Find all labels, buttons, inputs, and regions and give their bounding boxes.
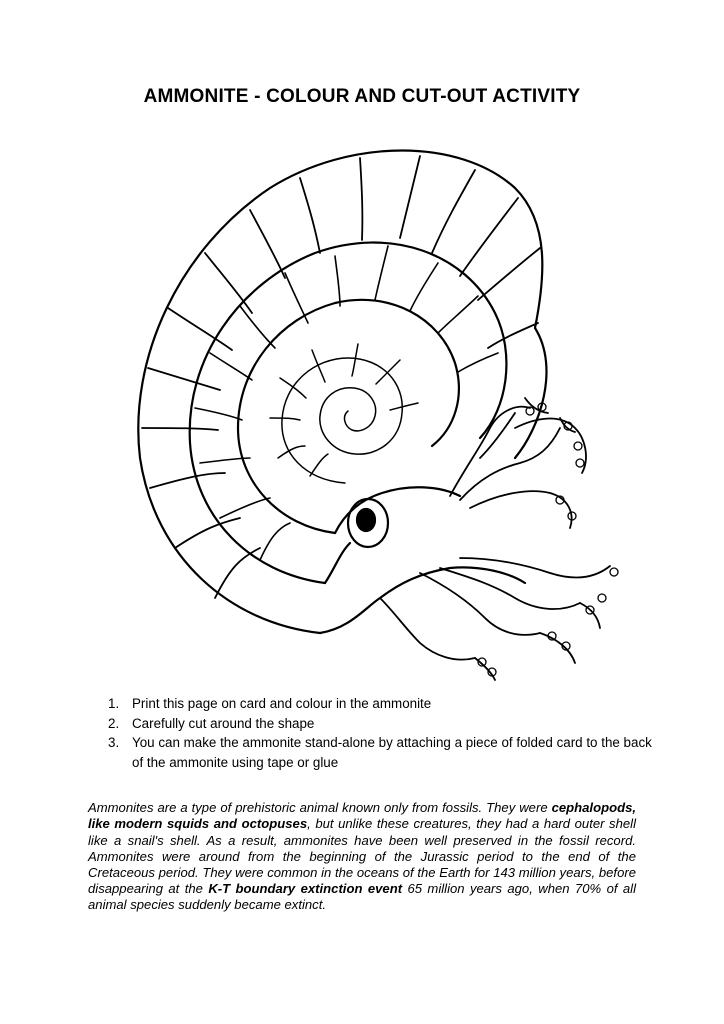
description-paragraph <box>88 800 636 913</box>
para-bold: K-T boundary extinction event <box>208 881 403 897</box>
para-bold: cephalopods, like modern squids and octopuses <box>88 800 636 832</box>
instruction-list <box>104 694 664 772</box>
page-title: AMMONITE - COLOUR AND CUT-OUT ACTIVITY <box>143 86 581 107</box>
instruction-step <box>104 694 664 714</box>
instruction-step <box>104 733 664 772</box>
ammonite-illustration <box>120 128 620 683</box>
para-text: Ammonites are a type of prehistoric animal known only from fossils. They were <box>88 800 552 816</box>
step-number: 1. <box>108 696 120 711</box>
para-text: , but unlike these creatures, they had a hard outer shell like a snail's shell. As a result, ammonites have been well preserved in the fossil record. Ammonites were around from the beginning of the Jurassic period to the end of the Cretaceous period. They were common in the oceans of the Earth for 143 million years, before disappearing at the <box>88 816 636 897</box>
step-number: 3. <box>108 735 120 750</box>
step-text: Carefully cut around the shape <box>132 715 315 731</box>
instruction-step <box>104 714 664 734</box>
para-text: 65 million years ago, when 70% of all animal species suddenly became extinct. <box>88 881 637 913</box>
step-text: Print this page on card and colour in the ammonite <box>132 696 432 711</box>
step-text: You can make the ammonite stand-alone by attaching a piece of folded card to the back of the ammonite using tape or glue <box>132 735 652 770</box>
step-number: 2. <box>108 715 120 731</box>
